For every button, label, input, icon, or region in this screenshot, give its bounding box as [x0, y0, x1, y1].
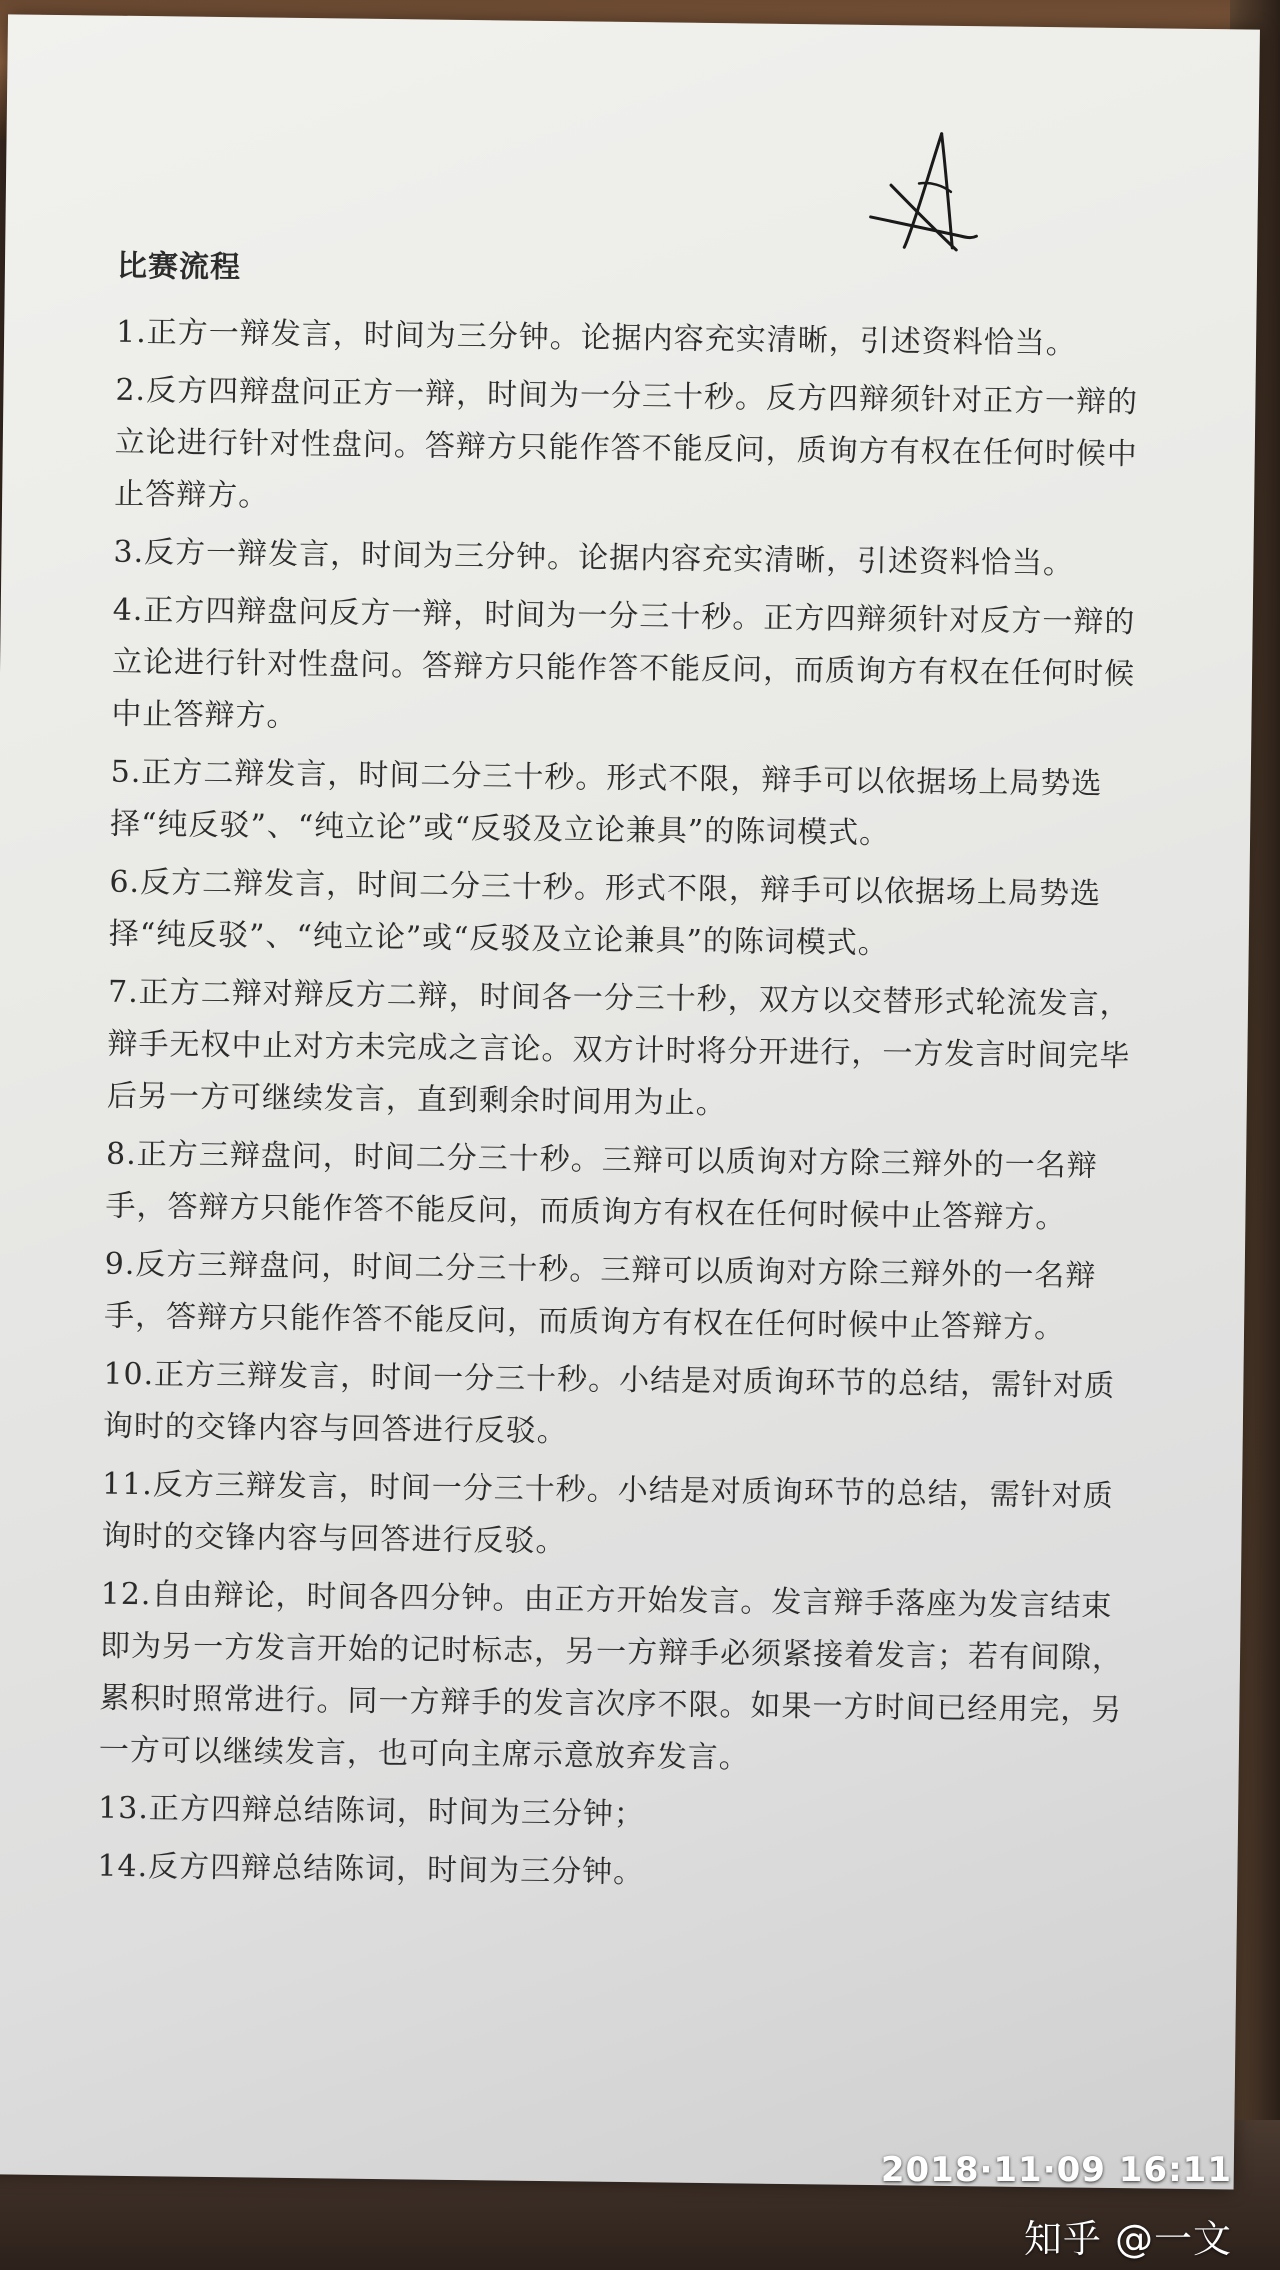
photo-watermark: [881, 2150, 1232, 2263]
item-number: 3.: [113, 534, 145, 571]
item-text: 正方二辩发言，时间二分三十秒。形式不限，辩手可以依据场上局势选择“纯反驳”、“纯立论”或“反驳及立论兼具”的陈词模式。: [109, 755, 1103, 852]
item-text: 正方四辩盘问反方一辩，时间为一分三十秒。正方四辩须针对反方一辩的立论进行针对性盘问。答辩方只能作答不能反问，而质询方有权在任何时候中止答辩方。: [111, 593, 1136, 734]
item-text: 正方三辩发言，时间一分三十秒。小结是对质询环节的总结，需针对质询时的交锋内容与回答进行反驳。: [102, 1357, 1116, 1450]
handwritten-signature-icon: [860, 125, 992, 267]
item-number: 4.: [112, 592, 144, 629]
item-number: 5.: [110, 754, 142, 791]
item-text: 自由辩论，时间各四分钟。由正方开始发言。发言辩手落座为发言结束即为另一方发言开始的记时标志，另一方辩手必须紧接着发言；若有间隙，累积时照常进行。同一方辩手的发言次序不限。如果一方时间已经用完，另一方可以继续发言，也可向主席示意放弃发言。: [98, 1577, 1124, 1776]
item-number: 7.: [107, 974, 139, 1011]
item-text: 正方一辩发言，时间为三分钟。论据内容充实清晰，引述资料恰当。: [146, 315, 1077, 362]
document-title: 比赛流程: [116, 248, 242, 286]
list-item-9: [104, 1239, 1145, 1356]
item-number: 11.: [101, 1466, 154, 1503]
list-item-8: [105, 1129, 1146, 1246]
list-item-1: [116, 307, 1157, 372]
item-number: 14.: [97, 1848, 149, 1885]
item-text: 反方四辩盘问正方一辩，时间为一分三十秒。反方四辩须针对正方一辩的立论进行针对性盘问。答辩方只能作答不能反问，质询方有权在任何时候中止答辩方。: [113, 373, 1139, 514]
item-text: 反方二辩发言，时间二分三十秒。形式不限，辩手可以依据场上局势选择“纯反驳”、“纯立论”或“反驳及立论兼具”的陈词模式。: [108, 865, 1102, 962]
item-text: 正方四辩总结陈词，时间为三分钟；: [148, 1791, 646, 1833]
item-number: 12.: [100, 1576, 152, 1613]
list-item-13: [98, 1783, 1139, 1848]
item-text: 反方三辩盘问，时间二分三十秒。三辩可以质询对方除三辩外的一名辩手，答辩方只能作答不能反问，而质询方有权在任何时候中止答辩方。: [103, 1247, 1097, 1346]
paper-sheet: [0, 14, 1260, 2189]
list-item-6: [108, 857, 1149, 974]
item-text: 正方二辩对辩反方二辩，时间各一分三十秒，双方以交替形式轮流发言，辩手无权中止对方未完成之言论。双方计时将分开进行，一方发言时间完毕后另一方可继续发言，直到剩余时间用为止。: [106, 975, 1131, 1122]
list-item-7: [107, 967, 1149, 1136]
item-text: 反方三辩发言，时间一分三十秒。小结是对质询环节的总结，需针对质询时的交锋内容与回答进行反驳。: [101, 1467, 1114, 1560]
item-text: 反方四辩总结陈词，时间为三分钟。: [147, 1849, 645, 1891]
item-number: 10.: [103, 1356, 155, 1393]
list-item-2: [114, 365, 1156, 534]
item-number: 13.: [97, 1790, 150, 1827]
item-text: 反方一辩发言，时间为三分钟。论据内容充实清晰，引述资料恰当。: [143, 535, 1075, 582]
list-item-12: [99, 1569, 1141, 1790]
list-item-3: [113, 527, 1154, 592]
list-item-10: [102, 1349, 1143, 1466]
item-number: 9.: [104, 1246, 136, 1283]
list-item-11: [101, 1459, 1142, 1576]
item-number: 8.: [105, 1136, 137, 1173]
item-number: 1.: [115, 314, 148, 351]
document-body: [97, 241, 1157, 1912]
item-number: 6.: [109, 864, 141, 901]
photo-timestamp: 2018·11·09 16:11: [880, 2150, 1232, 2190]
list-item-14: [97, 1841, 1138, 1906]
list-item-5: [110, 747, 1151, 864]
item-number: 2.: [115, 372, 147, 409]
item-text: 正方三辩盘问，时间二分三十秒。三辩可以质询对方除三辩外的一名辩手，答辩方只能作答不能反问，而质询方有权在任何时候中止答辩方。: [105, 1137, 1098, 1236]
source-credit: 知乎 @一文: [1023, 2217, 1232, 2261]
list-item-4: [111, 585, 1153, 754]
